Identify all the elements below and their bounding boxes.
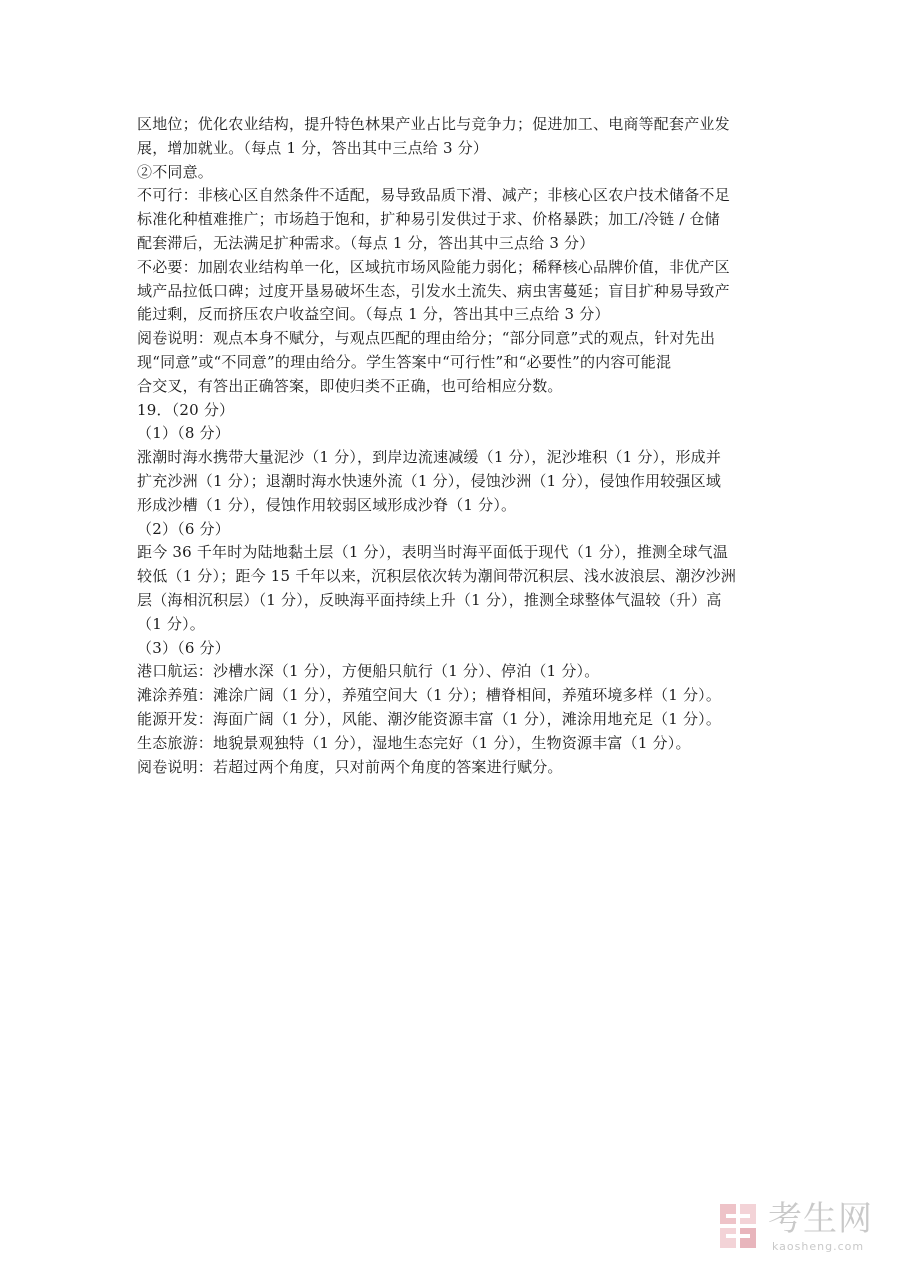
text-line: 能源开发：海面广阔（1 分），风能、潮汐能资源丰富（1 分），滩涂用地充足（1 分）。 [137, 709, 722, 728]
text-line: 层（海相沉积层）（1 分），反映海平面持续上升（1 分），推测全球整体气温较（升）高 [137, 590, 722, 609]
text-line: 涨潮时海水携带大量泥沙（1 分），到岸边流速减缓（1 分），泥沙堆积（1 分），形成并 [137, 448, 722, 467]
text-line: 合交叉，有答出正确答案，即使归类不正确，也可给相应分数。 [137, 376, 563, 395]
text-line: 港口航运：沙槽水深（1 分），方便船只航行（1 分）、停泊（1 分）。 [137, 662, 600, 681]
sub-question-heading: （2）（6 分） [137, 519, 230, 538]
watermark-url: kaosheng.com [772, 1240, 865, 1253]
kaosheng-logo-icon [718, 1202, 758, 1250]
text-line: 滩涂养殖：滩涂广阔（1 分），养殖空间大（1 分）；槽脊相间，养殖环境多样（1 分）。 [137, 686, 722, 705]
text-line: 区地位；优化农业结构，提升特色林果产业占比与竞争力；促进加工、电商等配套产业发 [137, 115, 730, 133]
text-line: 阅卷说明：观点本身不赋分，与观点匹配的理由给分；“部分同意”式的观点，针对先出 [137, 329, 716, 348]
sub-question-heading: （1）（8 分） [137, 424, 230, 443]
text-line: 扩充沙洲（1 分）；退潮时海水快速外流（1 分），侵蚀沙洲（1 分），侵蚀作用较强区域 [137, 471, 722, 490]
document-body [137, 113, 787, 779]
watermark [718, 1198, 888, 1258]
sub-question-heading: （3）（6 分） [137, 638, 230, 657]
text-line: 标准化种植难推广；市场趋于饱和，扩种易引发供过于求、价格暴跌；加工/冷链 / 仓储 [137, 210, 720, 229]
text-line: 较低（1 分）；距今 15 千年以来，沉积层依次转为潮间带沉积层、浅水波浪层、潮汐沙洲 [137, 567, 737, 586]
text-line: 距今 36 千年时为陆地黏土层（1 分），表明当时海平面低于现代（1 分），推测全球气温 [137, 543, 729, 562]
text-line: 现“同意”或“不同意”的理由给分。学生答案中“可行性”和“必要性”的内容可能混 [137, 352, 672, 371]
text-line: 能过剩，反而挤压农户收益空间。（每点 1 分，答出其中三点给 3 分） [137, 305, 610, 324]
text-line: 域产品拉低口碑；过度开垦易破坏生态，引发水土流失、病虫害蔓延；盲目扩种易导致产 [137, 281, 730, 300]
text-line: ②不同意。 [137, 162, 214, 181]
watermark-text: 考生网 [768, 1199, 873, 1239]
text-line: 配套滞后，无法满足扩种需求。（每点 1 分，答出其中三点给 3 分） [137, 233, 595, 252]
text-line: 不必要：加剧农业结构单一化，区域抗市场风险能力弱化；稀释核心品牌价值，非优产区 [137, 257, 730, 276]
text-line: 形成沙槽（1 分），侵蚀作用较弱区域形成沙脊（1 分）。 [137, 495, 517, 514]
text-line: 展，增加就业。（每点 1 分，答出其中三点给 3 分） [137, 138, 489, 157]
text-line: 不可行：非核心区自然条件不适配，易导致品质下滑、减产；非核心区农户技术储备不足 [137, 186, 730, 205]
text-line: 阅卷说明：若超过两个角度，只对前两个角度的答案进行赋分。 [137, 757, 563, 776]
text-line: （1 分）。 [137, 614, 206, 633]
question-number: 19．（20 分） [137, 400, 235, 419]
text-line: 生态旅游：地貌景观独特（1 分），湿地生态完好（1 分），生物资源丰富（1 分）。 [137, 733, 691, 752]
